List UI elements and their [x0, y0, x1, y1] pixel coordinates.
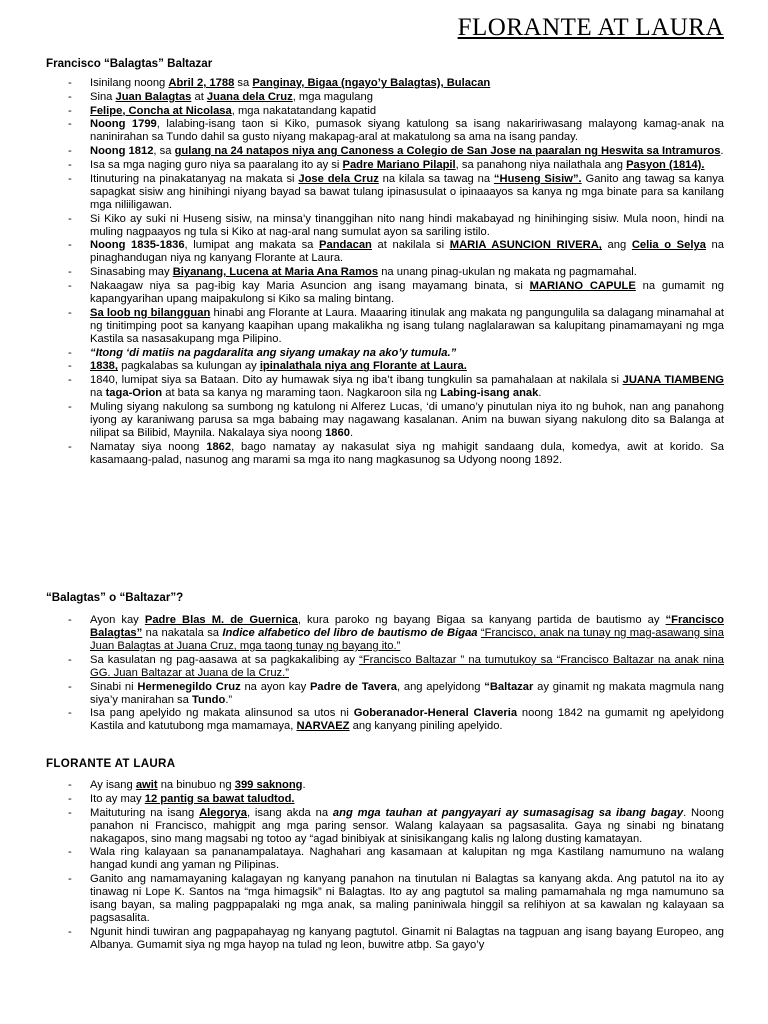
emphasis-run: Juana dela Cruz	[206, 90, 293, 103]
emphasis-run: Noong 1835-1836	[90, 239, 185, 252]
emphasis-run: Jose dela Cruz	[298, 172, 379, 185]
text-run: .	[538, 387, 542, 400]
emphasis-run: Padre Mariano Pilapil	[342, 158, 456, 171]
emphasis-run: Biyanang, Lucena at Maria Ana Ramos	[172, 266, 379, 279]
emphasis-run: Juan Balagtas	[115, 90, 192, 103]
emphasis-run: Felipe, Concha at Nicolasa	[90, 104, 232, 117]
text-run: .	[720, 145, 724, 158]
emphasis-run: Sa loob ng bilangguan	[90, 306, 211, 319]
emphasis-run: Hermenegildo Cruz	[137, 680, 241, 693]
emphasis-run: awit	[135, 779, 158, 791]
emphasis-run: Labing-isang anak	[440, 387, 539, 400]
text-run: na gumamit ng kapangyarihan upang maipakulong si Kiko sa maling bintang.	[90, 279, 724, 305]
list-item	[0, 145, 768, 158]
text-run: Sinasabing may	[90, 266, 173, 279]
emphasis-run: ang mga tauhan at pangyayari ay sumasagisag sa ibang bagay	[332, 806, 684, 819]
list-item	[0, 213, 768, 239]
text-run: na binubuo ng	[157, 779, 235, 791]
list-item	[0, 105, 768, 118]
emphasis-run: “Huseng Sisiw”.	[493, 172, 582, 185]
text-run: , ang apelyidong	[396, 680, 485, 693]
list-item	[0, 779, 768, 792]
text-run: na unang pinag-ukulan ng makata ng pagmamahal.	[378, 266, 637, 279]
emphasis-run: ipinalathala niya ang Florante at Laura.	[259, 360, 467, 373]
text-run: Isa pang apelyido ng makata alinsunod sa utos ni	[90, 707, 354, 720]
list-item	[0, 873, 768, 925]
text-run: ang	[601, 239, 632, 252]
text-run: Isa sa mga naging guro niya sa paaralang ito ay si	[90, 158, 343, 171]
text-run: Si Kiko ay suki ni Huseng sisiw, na minsa’y tinanggihan nito nang hindi makabayad ng hinihinging sisiw. Mula noon, hindi na muling nagpaayos ng tula si Kiko at nag-aral nang sumulat ayon sa sariling istilo.	[90, 212, 724, 238]
text-run: , bago namatay ay nakasulat siya ng mahigit sandaang dula, komedya, awit at korido. Sa kasamaang-palad, nasunog ang marami sa mga ito nang magkasunog sa Udyong noong 1892.	[90, 440, 724, 466]
text-run: at	[191, 90, 207, 103]
emphasis-run: Tundo	[191, 693, 226, 706]
text-run: .	[349, 426, 354, 439]
list-item	[0, 280, 768, 306]
emphasis-run: “Itong ‘di matiis na pagdaralita ang siyang umakay na ako’y tumula.”	[90, 346, 457, 359]
section-heading-biography: Francisco “Balagtas” Baltazar	[46, 57, 213, 70]
emphasis-run: 399 saknong	[234, 779, 303, 791]
text-run: Sinabi ni	[90, 680, 138, 693]
emphasis-run: Pasyon (1814).	[626, 158, 705, 171]
text-run: , sa	[153, 145, 175, 158]
text-run: .	[302, 779, 306, 791]
emphasis-run: Abril 2, 1788	[168, 77, 235, 89]
emphasis-run: Alegorya	[199, 806, 247, 819]
text-run: Sina	[90, 90, 116, 103]
text-run: , isang akda na	[246, 806, 333, 819]
list-item	[0, 793, 768, 806]
text-run: , sa panahong niya nailathala ang	[455, 158, 627, 171]
emphasis-run: “Francisco, anak na tunay ng mag-asawang sina Juan Balagtas at Juana Cruz, mga taong tunay ng bayang ito.”	[90, 627, 724, 652]
text-run: Ganito ang namamayaning kalagayan ng kanyang panahon na tinutulan ni Balagtas sa kanyang akda. Ang patutol na ito ay tinawag ni Lope K. Santos na “mga himagsik” ni Balagtas. Ito ay ang pagtutol sa maling pamamahala ng mga namumuno sa isang bayan, sa maling pagppapalaki ng mga anak, sa maling paniniwala hinggil sa relihiyon at sa kawalan ng kalayaan sa pagsasalita.	[90, 873, 724, 925]
emphasis-run: “Baltazar	[484, 680, 534, 693]
text-run: at bata sa kanya ng maraming taon. Nagkaroon sila ng	[162, 387, 441, 400]
list-item	[0, 77, 768, 90]
text-run: Muling siyang nakulong sa sumbong ng katulong ni Alferez Lucas, ‘di umano’y pinutulan niya ito ng buhok, nan ang panahong iyong ay karaniwang parusa sa mga babaing may nagawang kasalanan. Anim na buwan siyang nakulong dito sa Balanga at nilipat sa Bilibid, Maynila. Nakalaya siya noong	[90, 400, 724, 439]
list-item	[0, 173, 768, 212]
text-run: ang kanyang piniling apelyido.	[349, 720, 503, 733]
emphasis-run: 12 pantig sa bawat taludtod.	[144, 792, 295, 805]
text-run: Namatay siya noong	[90, 440, 207, 453]
emphasis-run: Celia o Selya	[631, 239, 706, 252]
text-run: pagkalabas sa kulungan ay	[118, 360, 260, 373]
text-run: na nakatala sa	[142, 627, 223, 639]
emphasis-run: Goberanador-Heneral Claveria	[353, 707, 518, 720]
text-run: hinabi ang Florante at Laura. Maaaring itinulak ang makata ng pangungulila sa dalagang minamahal at ng tinitimping poot sa kanyang kaapihan upang makalikha ng isang tulang naglalarawan sa kalupitang pinamamayani ng mga Kastila sa nasasakupang mga Pilipino.	[90, 306, 724, 345]
text-run: Ayon kay	[90, 614, 145, 626]
emphasis-run: Padre Blas M. de Guernica	[144, 614, 298, 626]
emphasis-run: “Francisco Baltazar ” na tumutukoy sa “Francisco Baltazar na anak nina GG. Juan Baltazar at Juana de la Cruz.”	[90, 653, 724, 679]
list-item	[0, 266, 768, 279]
list-item	[0, 239, 768, 265]
emphasis-run: MARIANO CAPULE	[529, 279, 636, 292]
surname-list	[0, 614, 768, 734]
emphasis-run: 1838,	[90, 360, 118, 373]
text-run: Wala ring kalayaan sa pananampalataya. Naghahari ang kasamaan at kalupitan ng mga Kastilang namumuno na walang hangad kundi ang yaman ng Pilipinas.	[90, 846, 724, 872]
text-run: Ito ay may	[90, 792, 145, 805]
list-item	[0, 707, 768, 733]
biography-list	[0, 77, 768, 468]
emphasis-run: “Francisco Balagtas”	[90, 614, 724, 639]
section-heading-florante: FLORANTE AT LAURA	[46, 757, 176, 770]
emphasis-run: NARVAEZ	[296, 720, 350, 733]
text-run: na	[90, 387, 106, 400]
list-item	[0, 118, 768, 144]
list-item	[0, 159, 768, 172]
text-run: Sa kasulatan ng pag-aasawa at sa pagkakalibing ay	[90, 653, 360, 666]
text-run: noong 1842 na gumamit ng apelyidong Kastila and katutubong mga mamamaya,	[90, 707, 724, 733]
text-run: Ay isang	[90, 779, 136, 791]
text-run: Nakaagaw niya sa pag-ibig kay Maria Asuncion ang isang mayamang binata, si	[90, 279, 530, 292]
text-run: , mga magulang	[292, 90, 373, 103]
list-item	[0, 347, 768, 360]
text-run: at nakilala si	[371, 239, 450, 252]
text-run: ay ginamit ng makata magmula nang siya’y manirahan sa	[90, 680, 725, 706]
list-item	[0, 374, 768, 400]
emphasis-run: taga-Orion	[105, 387, 163, 400]
emphasis-run: Indice alfabetico del libro de bautismo de Bigaa	[222, 627, 478, 639]
list-item	[0, 681, 768, 707]
emphasis-run: Padre de Tavera	[309, 680, 397, 693]
text-run: . Noong panahon ni Francisco, mahigpit ang mga paring sensor. Walang kalayaan sa pagsasalita. Gaya ng sinabi ng binatang nakagapos, sino mang magsabi ng totoo ay “agad binibiyak at sinisikangang kalis ng lalong dusting kamatayan.	[90, 806, 725, 845]
text-run: , mga nakatatandang kapatid	[231, 104, 377, 117]
text-run: na pinaghandugan niya ng kanyang Florante at Laura.	[90, 239, 724, 265]
text-run: , lalabing-isang taon si Kiko, pumasok siyang katulong sa isang nakaririwasang malayong kamag-anak na naninirahan sa Tundo dahil sa gusto niyang makapag-aral at makatulong sa ama na isang panday.	[90, 118, 724, 144]
emphasis-run: Noong 1799	[90, 118, 157, 131]
list-item	[0, 91, 768, 104]
list-item	[0, 654, 768, 680]
text-run: na kilala sa tawag na	[378, 172, 494, 185]
text-run: Itinuturing na pinakatanyag na makata si	[90, 172, 299, 185]
emphasis-run: Noong 1812	[90, 145, 154, 158]
list-item	[0, 360, 768, 373]
text-run: Ngunit hindi tuwiran ang pagpapahayag ng kanyang pagtutol. Ginamit ni Balagtas na tagpuan ang isang bayang Europeo, ang Albanya. Gumamit siya ng mga hayop na tulad ng leon, buwitre atbp. Sa gayo’y	[90, 925, 724, 951]
list-item	[0, 846, 768, 872]
text-run: , kura paroko ng bayang Bigaa sa kanyang partida de bautismo ay	[297, 614, 666, 626]
emphasis-run: MARIA ASUNCION RIVERA,	[449, 239, 602, 252]
list-item	[0, 614, 768, 653]
emphasis-run: JUANA TIAMBENG	[622, 374, 725, 387]
text-run: Maituturing na isang	[90, 806, 200, 819]
list-item	[0, 807, 768, 846]
text-run: .”	[225, 693, 233, 706]
emphasis-run: Panginay, Bigaa (ngayo’y Balagtas), Bulacan	[252, 77, 491, 89]
list-item	[0, 307, 768, 346]
florante-list	[0, 779, 768, 953]
text-run: 1840, lumipat siya sa Bataan. Dito ay humawak siya ng iba’t ibang tungkulin sa pamahalaan at nakilala si	[90, 374, 623, 387]
list-item	[0, 926, 768, 952]
text-run: Ganito ang tawag sa kanya sapagkat sisiw ang hinihingi niyang bayad sa bawat tulang ipinasusulat o ipinaaayos sa kanya ng mga binate para sa kanilang mga niliiligawan.	[90, 172, 725, 211]
emphasis-run: 1860	[325, 426, 350, 439]
emphasis-run: Pandacan	[319, 239, 372, 252]
text-run: Isinilang noong	[90, 77, 169, 89]
text-run: na ayon kay	[240, 680, 310, 693]
text-run: sa	[234, 77, 253, 89]
page-title: FLORANTE AT LAURA	[457, 14, 724, 41]
text-run: , lumipat ang makata sa	[184, 239, 320, 252]
emphasis-run: 1862	[206, 440, 232, 453]
list-item	[0, 441, 768, 467]
list-item	[0, 401, 768, 440]
emphasis-run: gulang na 24 natapos niya ang Canoness a Colegio de San Jose na paaralan ng Heswita sa Intramuros	[174, 145, 721, 158]
section-heading-surname: “Balagtas” o “Baltazar”?	[46, 591, 184, 604]
